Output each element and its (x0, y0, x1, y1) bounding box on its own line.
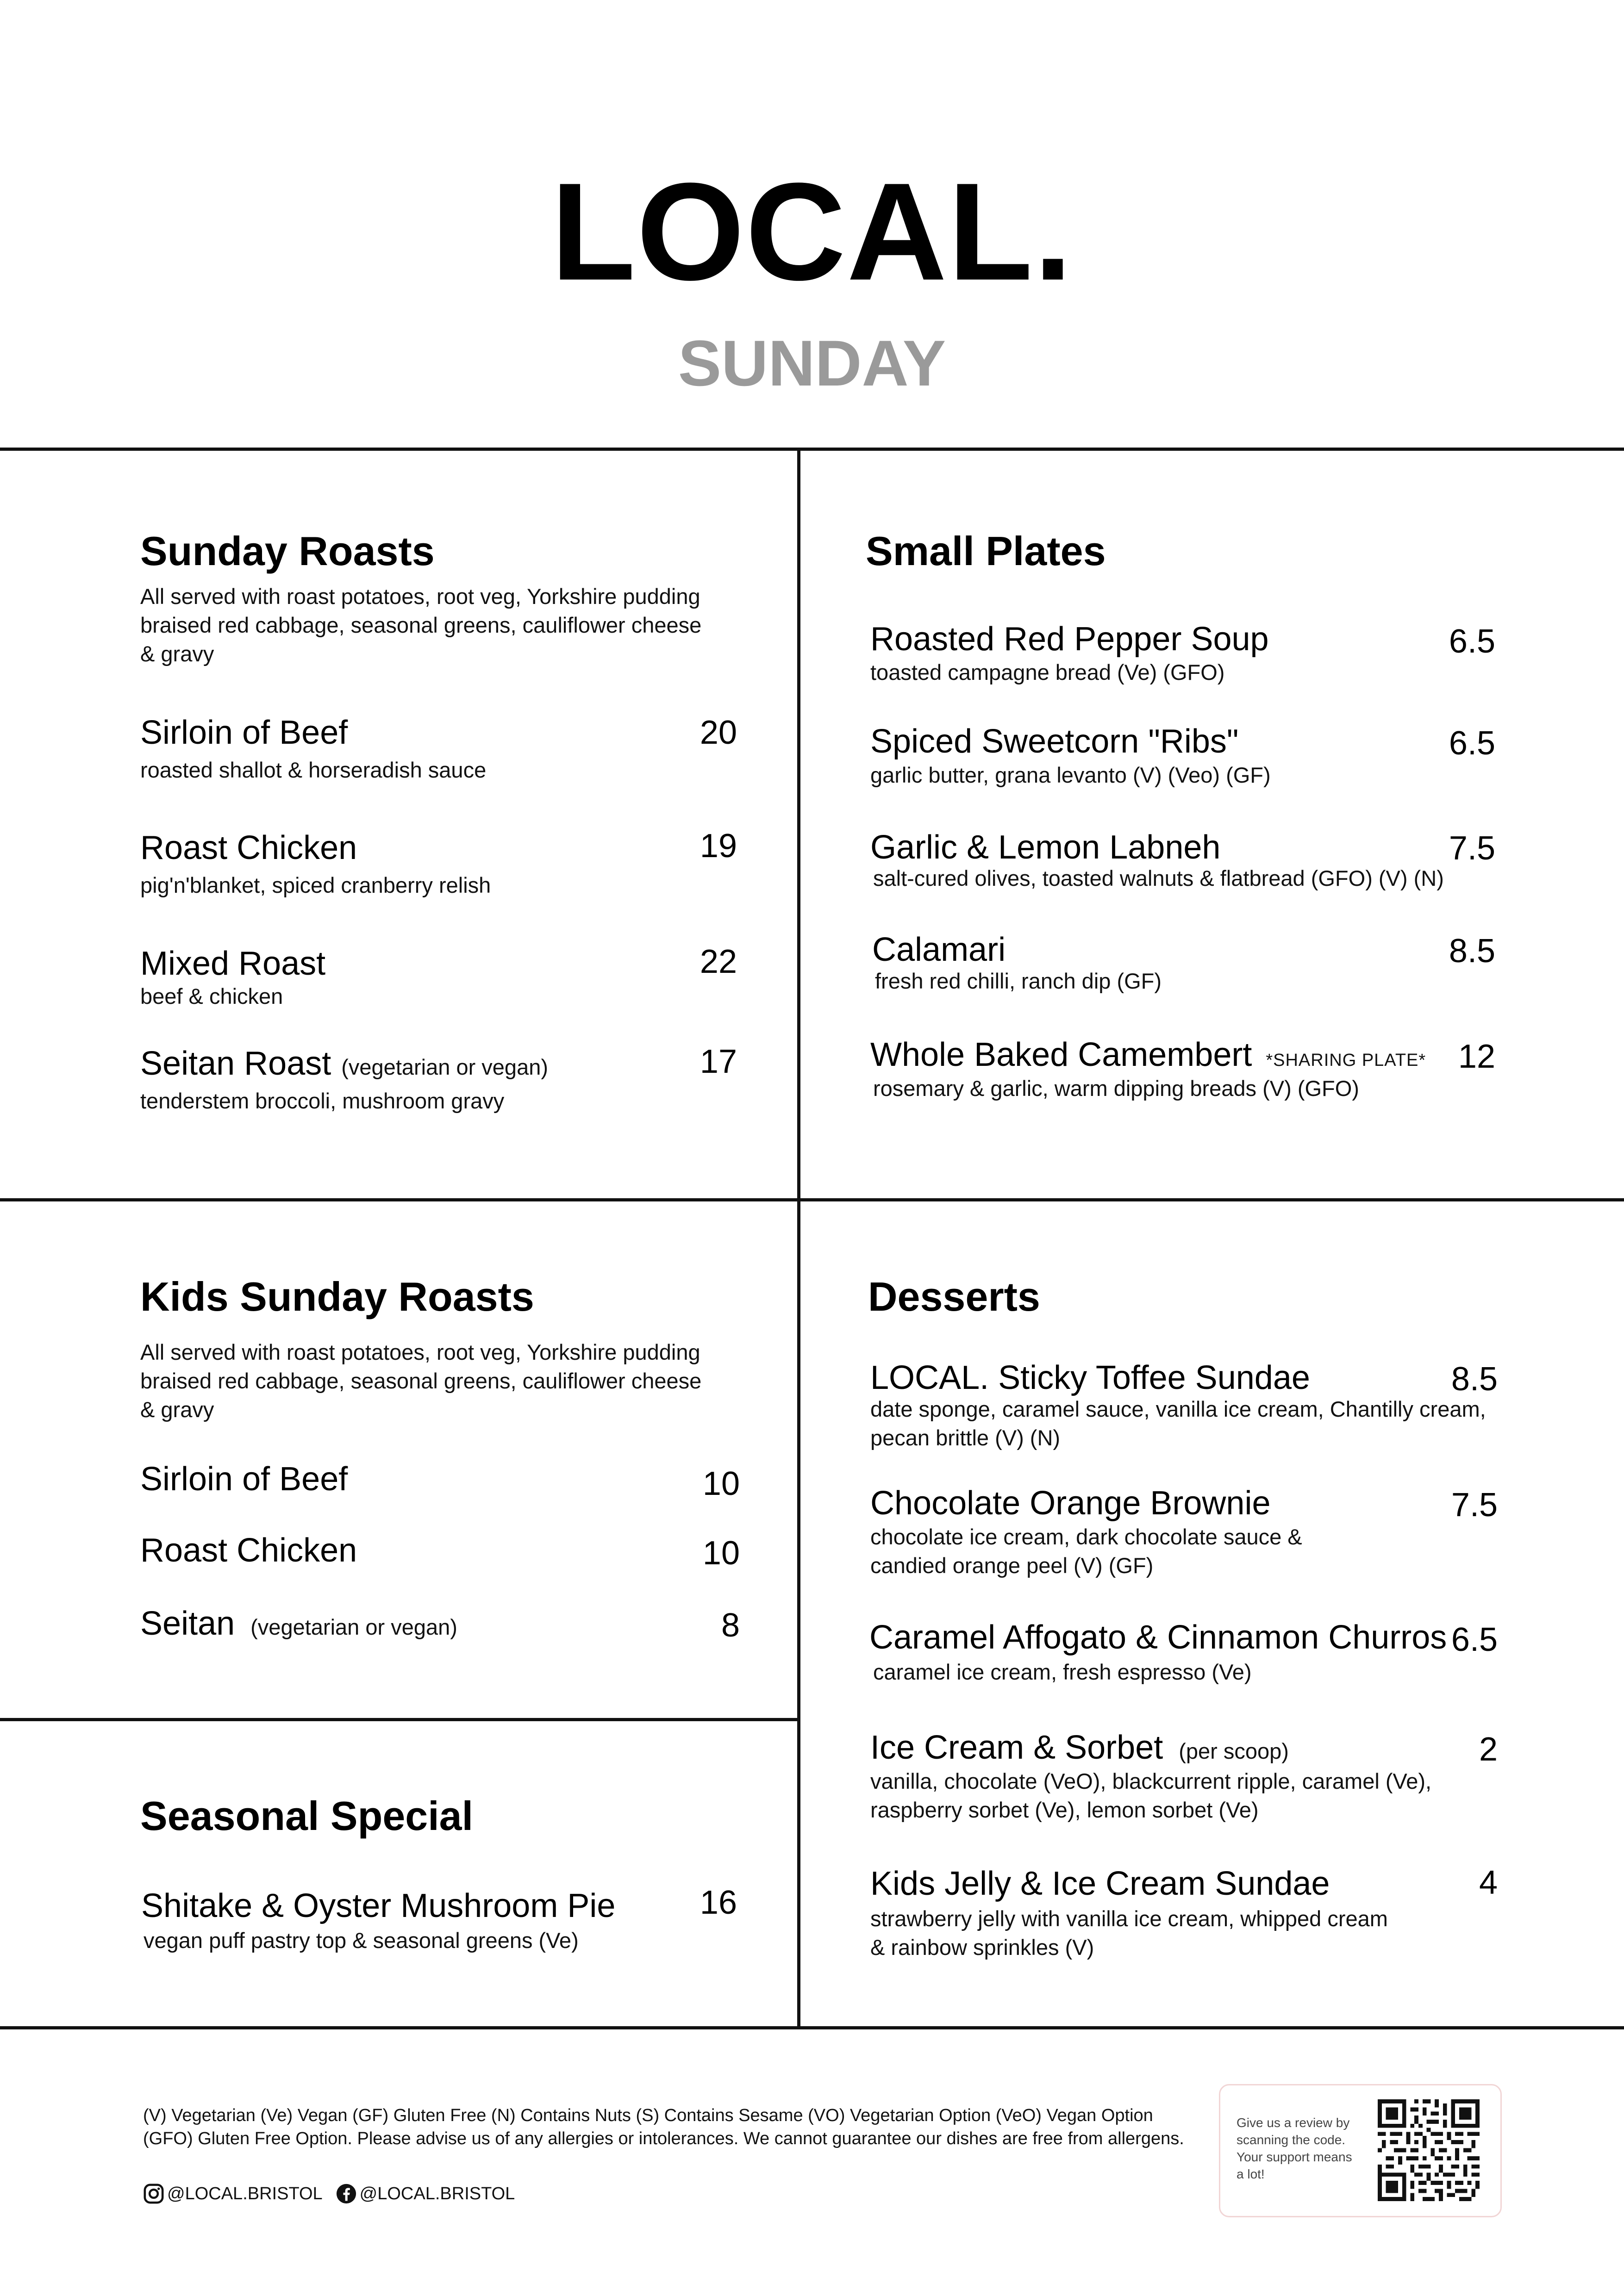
divider-bottom (0, 2026, 1624, 2029)
menu-item-description: pig'n'blanket, spiced cranberry relish (140, 873, 491, 897)
menu-day-subtitle: SUNDAY (678, 327, 946, 399)
intro-line: All served with roast potatoes, root veg, Yorkshire pudding (140, 584, 700, 609)
menu-item-price: 10 (702, 1465, 740, 1502)
menu-item-description (870, 1523, 1302, 1580)
menu-item-price: 17 (700, 1043, 737, 1080)
menu-item-name-text: Whole Baked Camembert (870, 1036, 1252, 1073)
menu-item-price: 16 (700, 1884, 737, 1921)
menu-item-price: 6.5 (1449, 623, 1495, 660)
instagram-handle: @LOCAL.BRISTOL (167, 2184, 323, 2203)
menu-item-price: 19 (700, 828, 737, 865)
intro-line: & gravy (140, 641, 214, 666)
menu-item-name-text: Seitan (140, 1605, 235, 1642)
kids-roasts-heading: Kids Sunday Roasts (140, 1274, 534, 1319)
menu-item-description: tenderstem broccoli, mushroom gravy (140, 1089, 505, 1113)
instagram-icon (143, 2183, 164, 2204)
menu-item-name: Spiced Sweetcorn "Ribs" (870, 723, 1239, 760)
menu-item-price: 8.5 (1451, 1361, 1498, 1398)
menu-item-price: 4 (1479, 1864, 1498, 1901)
intro-line: & gravy (140, 1397, 214, 1422)
menu-item-name: Mixed Roast (140, 945, 326, 982)
dietary-legend (143, 2104, 1184, 2150)
seasonal-special-heading: Seasonal Special (140, 1793, 474, 1839)
description-line: pecan brittle (V) (N) (870, 1425, 1061, 1450)
menu-item-description (870, 1767, 1431, 1824)
menu-item-name (870, 1731, 1289, 1764)
sunday-roasts-heading: Sunday Roasts (140, 528, 435, 574)
menu-item-price: 7.5 (1449, 830, 1495, 867)
menu-item-name-text: Seitan Roast (140, 1045, 331, 1082)
description-line: caramel ice cream, fresh espresso (Ve) (873, 1660, 1252, 1684)
menu-item-name (870, 1038, 1426, 1071)
desserts-heading: Desserts (868, 1274, 1040, 1319)
description-line: candied orange peel (V) (GF) (870, 1553, 1154, 1578)
intro-line: braised red cabbage, seasonal greens, cauliflower cheese (140, 613, 702, 637)
menu-item-price: 2 (1479, 1731, 1498, 1768)
menu-item-note: (per scoop) (1179, 1739, 1289, 1763)
menu-item-name (140, 1607, 457, 1640)
menu-item-note: (vegetarian or vegan) (341, 1055, 549, 1079)
menu-item-description: beef & chicken (140, 984, 283, 1008)
menu-item-price: 22 (700, 943, 737, 980)
menu-item-description (870, 1904, 1388, 1962)
menu-item-description: roasted shallot & horseradish sauce (140, 758, 487, 782)
instagram-link[interactable] (143, 2183, 323, 2204)
menu-item-name: Roast Chicken (140, 1532, 357, 1569)
menu-item-name: Calamari (872, 931, 1006, 968)
legend-line: (GFO) Gluten Free Option. Please advise us of any allergies or intolerances. We cannot guarantee our dishes are free from allergens. (143, 2129, 1184, 2148)
description-line: vanilla, chocolate (VeO), blackcurrent ripple, caramel (Ve), (870, 1769, 1432, 1793)
kids-roasts-intro (140, 1338, 701, 1424)
menu-item-description: salt-cured olives, toasted walnuts & flatbread (GFO) (V) (N) (873, 866, 1444, 890)
divider-top (0, 448, 1624, 451)
menu-item-name: Sirloin of Beef (140, 714, 348, 751)
review-qr-card[interactable] (1219, 2084, 1502, 2217)
menu-item-name: Roasted Red Pepper Soup (870, 621, 1269, 658)
facebook-handle: @LOCAL.BRISTOL (359, 2184, 515, 2203)
menu-item-name: LOCAL. Sticky Toffee Sundae (870, 1359, 1310, 1396)
menu-item-price: 12 (1458, 1038, 1495, 1075)
description-line: date sponge, caramel sauce, vanilla ice cream, Chantilly cream, (870, 1397, 1486, 1421)
qr-text-line: a lot! (1237, 2167, 1265, 2181)
menu-item-price: 7.5 (1451, 1487, 1498, 1524)
menu-item-name: Kids Jelly & Ice Cream Sundae (870, 1865, 1330, 1902)
menu-item-price: 10 (702, 1535, 740, 1572)
qr-text-line: scanning the code. (1237, 2133, 1346, 2147)
menu-item-description: toasted campagne bread (Ve) (GFO) (870, 660, 1225, 684)
legend-line: (V) Vegetarian (Ve) Vegan (GF) Gluten Free (N) Contains Nuts (S) Contains Sesame (VO) Vegetarian Option (VeO) Vegan Option (143, 2106, 1153, 2125)
review-qr-text (1237, 2114, 1352, 2183)
facebook-link[interactable] (336, 2183, 515, 2204)
intro-line: All served with roast potatoes, root veg, Yorkshire pudding (140, 1340, 700, 1364)
menu-item-price: 8.5 (1449, 933, 1495, 970)
divider-left-lower (0, 1718, 799, 1721)
menu-item-description: rosemary & garlic, warm dipping breads (V) (GFO) (873, 1076, 1359, 1101)
qr-text-line: Give us a review by (1237, 2116, 1350, 2130)
menu-item-name: Garlic & Lemon Labneh (870, 829, 1221, 866)
facebook-icon (336, 2183, 357, 2204)
social-links (143, 2183, 515, 2204)
menu-item-price: 6.5 (1451, 1621, 1498, 1658)
divider-center (797, 448, 800, 2029)
menu-item-price: 8 (721, 1607, 740, 1644)
sunday-roasts-intro (140, 582, 701, 668)
menu-item-description: garlic butter, grana levanto (V) (Veo) (GF) (870, 763, 1271, 787)
menu-item-description (870, 1395, 1486, 1452)
menu-item-name (140, 1047, 548, 1080)
menu-item-price: 6.5 (1449, 725, 1495, 762)
description-line: raspberry sorbet (Ve), lemon sorbet (Ve) (870, 1798, 1259, 1822)
description-line: chocolate ice cream, dark chocolate sauce & (870, 1524, 1302, 1549)
menu-item-name: Sirloin of Beef (140, 1461, 348, 1498)
menu-item-note: *SHARING PLATE* (1266, 1051, 1426, 1070)
menu-item-name: Roast Chicken (140, 829, 357, 866)
menu-item-name: Caramel Affogato & Cinnamon Churros (869, 1619, 1447, 1656)
menu-item-name: Shitake & Oyster Mushroom Pie (141, 1887, 616, 1924)
small-plates-heading: Small Plates (866, 528, 1106, 574)
menu-item-name-text: Ice Cream & Sorbet (870, 1729, 1163, 1766)
description-line: strawberry jelly with vanilla ice cream, whipped cream (870, 1906, 1388, 1931)
divider-middle (0, 1198, 1624, 1201)
menu-item-description (873, 1658, 1252, 1686)
menu-item-description: vegan puff pastry top & seasonal greens (Ve) (144, 1928, 579, 1953)
menu-item-description: fresh red chilli, ranch dip (GF) (875, 969, 1162, 993)
restaurant-title: LOCAL. (550, 154, 1074, 309)
description-line: & rainbow sprinkles (V) (870, 1935, 1094, 1960)
qr-code-icon[interactable] (1378, 2099, 1480, 2201)
menu-item-note: (vegetarian or vegan) (250, 1615, 457, 1639)
intro-line: braised red cabbage, seasonal greens, cauliflower cheese (140, 1369, 702, 1393)
menu-item-name: Chocolate Orange Brownie (870, 1485, 1271, 1522)
menu-item-price: 20 (700, 714, 737, 751)
qr-text-line: Your support means (1237, 2150, 1352, 2164)
